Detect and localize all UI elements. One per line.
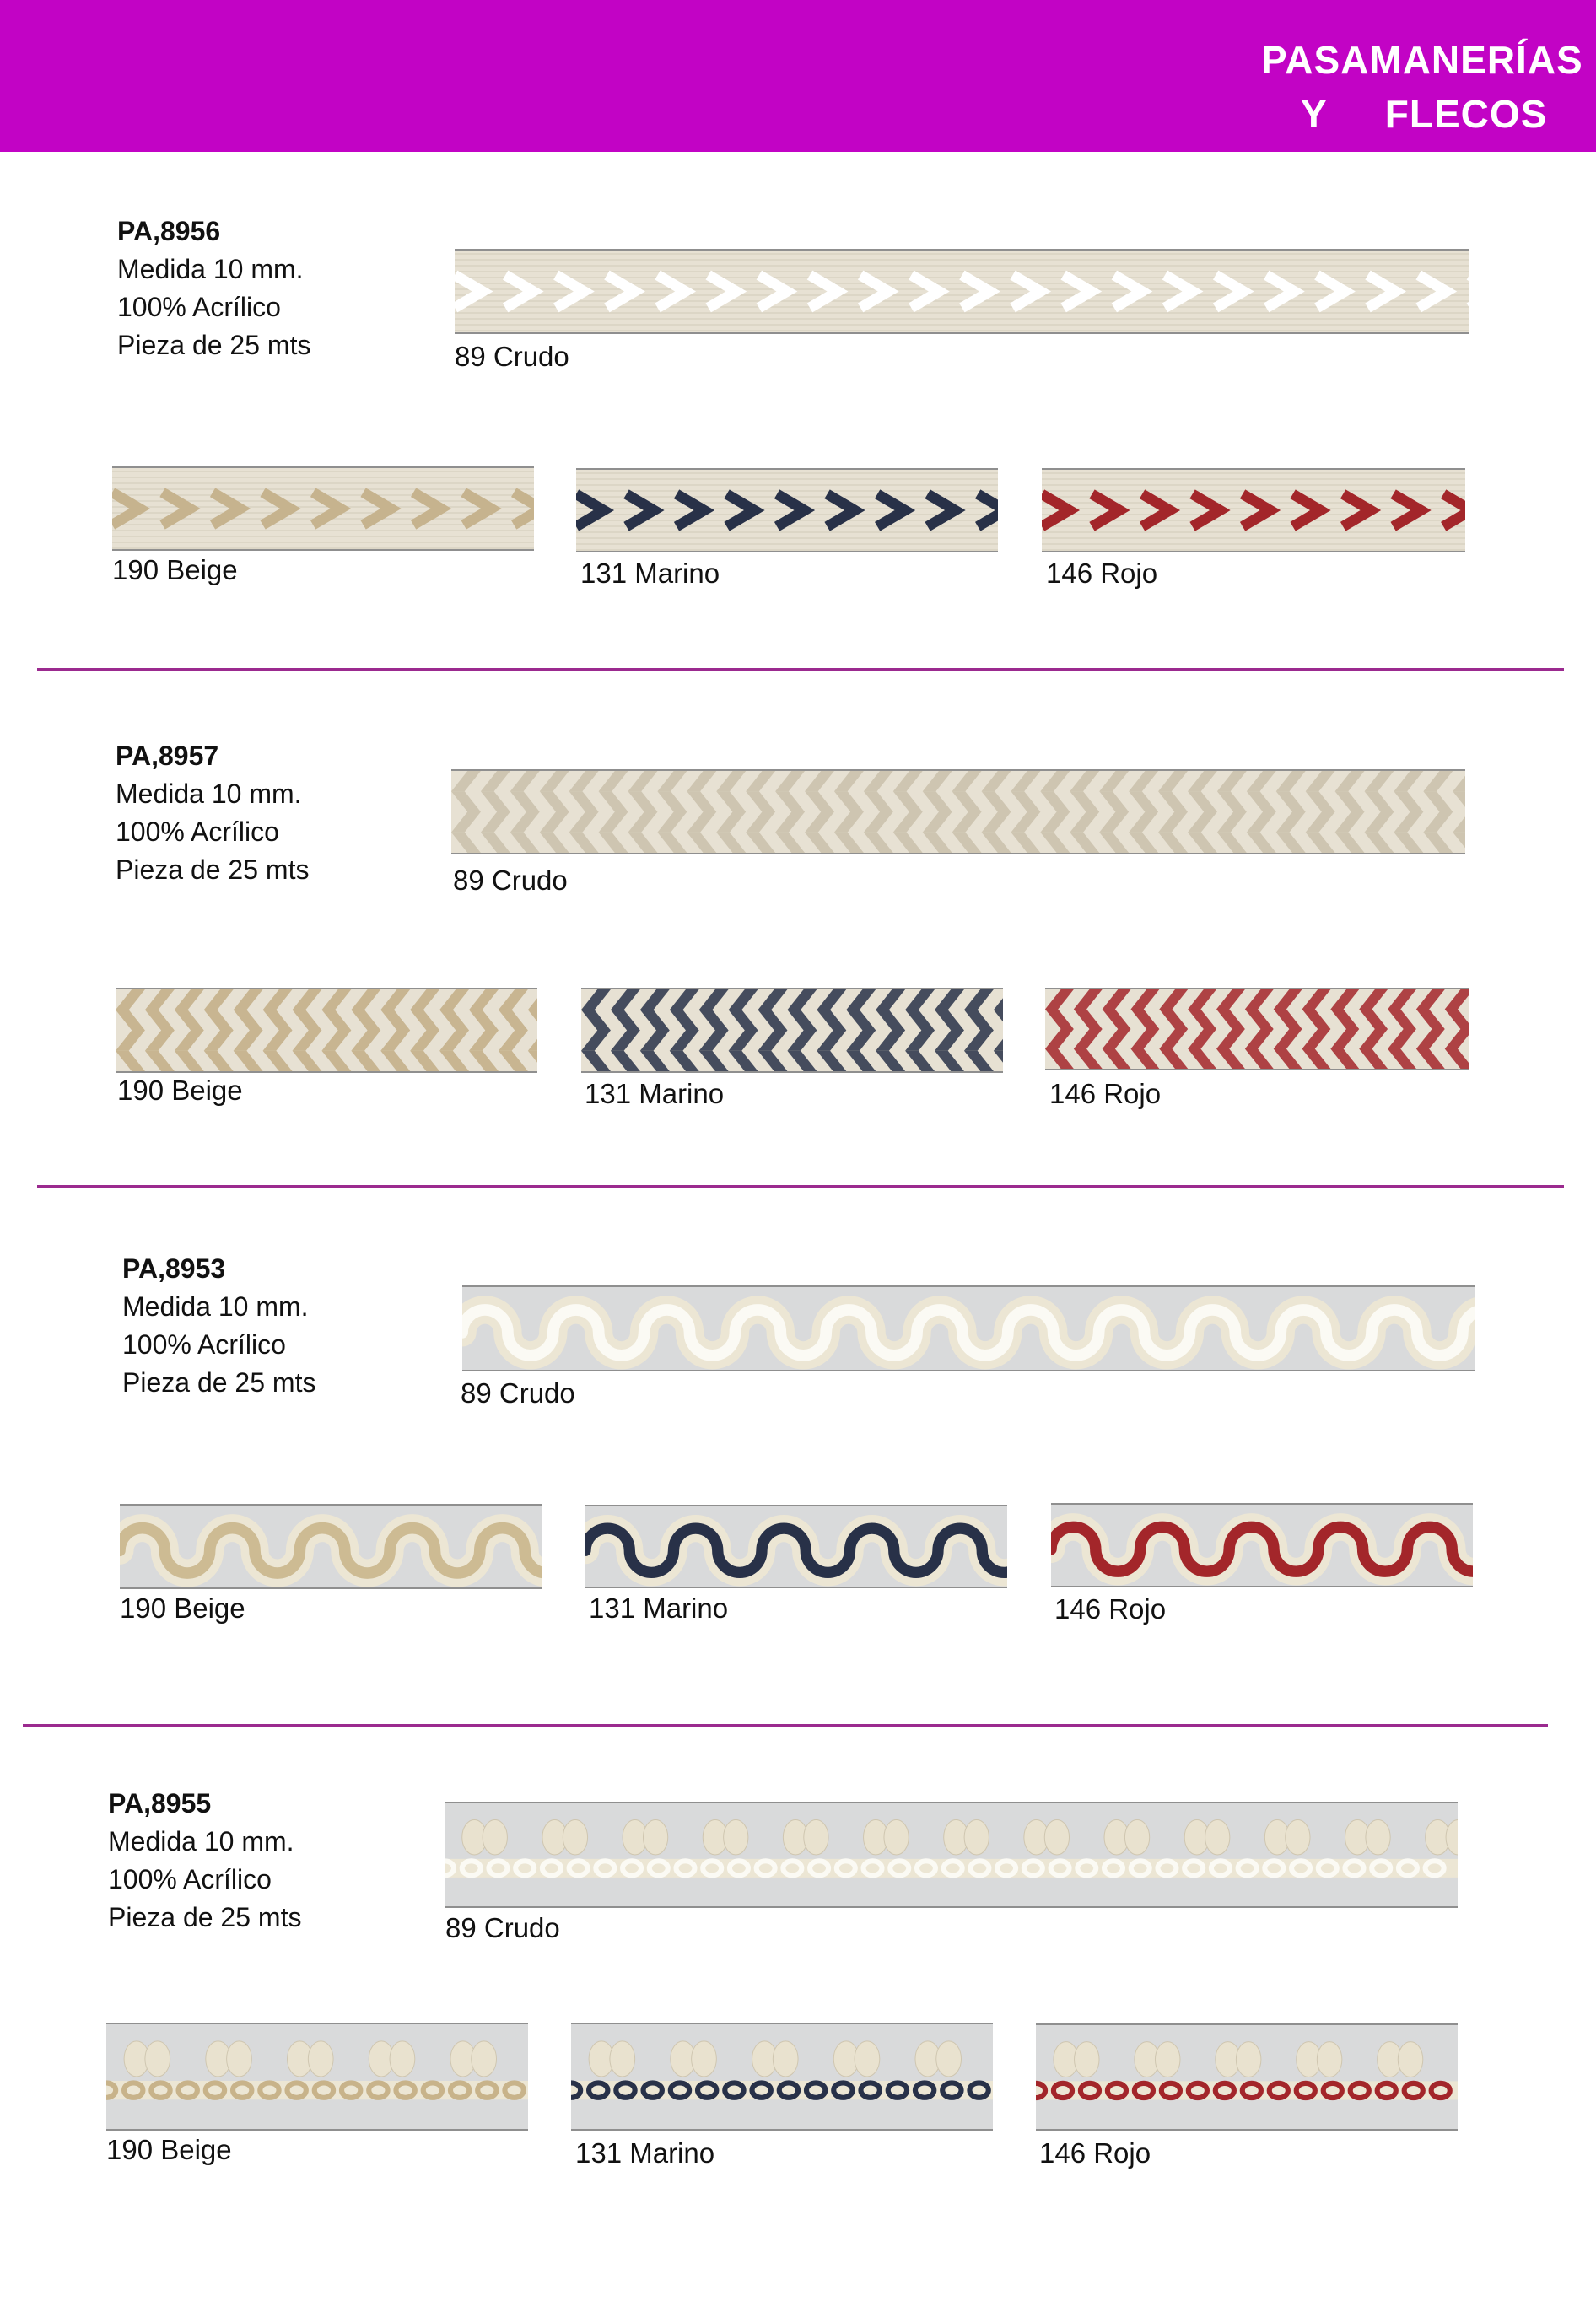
swatch-variant (1036, 2023, 1458, 2131)
swatch-label: 131 Marino (575, 2137, 715, 2169)
chevron-icon (1042, 470, 1465, 551)
wave-icon (585, 1506, 1007, 1587)
swatch-label: 190 Beige (112, 554, 238, 585)
product-material: 100% Acrílico (122, 1329, 286, 1360)
wave-icon (120, 1506, 542, 1587)
product-code: PA,8956 (117, 216, 221, 246)
bow-icon (1036, 2025, 1458, 2129)
swatch-main (445, 1802, 1458, 1908)
product-info (122, 1250, 315, 1402)
swatch-variant (576, 468, 998, 552)
header-title-line2: Y FLECOS (1301, 92, 1548, 136)
wave-icon (1051, 1505, 1473, 1586)
product-size: Medida 10 mm. (117, 254, 304, 284)
product-section (0, 211, 1596, 717)
chevron-icon (576, 470, 998, 551)
swatch-variant (1045, 988, 1469, 1070)
swatch-variant (581, 988, 1003, 1073)
page-header (0, 0, 1596, 152)
header-title-line1: PASAMANERÍAS (1261, 38, 1583, 82)
product-material: 100% Acrílico (116, 816, 279, 847)
bow-icon (106, 2024, 528, 2129)
swatch-label: 131 Marino (585, 1078, 725, 1109)
product-material: 100% Acrílico (117, 292, 281, 322)
product-size: Medida 10 mm. (108, 1826, 294, 1856)
product-size: Medida 10 mm. (122, 1291, 309, 1322)
braid-icon (116, 989, 537, 1071)
product-length: Pieza de 25 mts (122, 1367, 316, 1398)
swatch-variant (1051, 1503, 1473, 1587)
product-info (108, 1785, 301, 1937)
braid-icon (451, 771, 1465, 853)
product-code: PA,8953 (122, 1253, 226, 1284)
swatch-label: 190 Beige (106, 2134, 232, 2165)
product-section (0, 736, 1596, 1242)
swatch-main (455, 249, 1469, 334)
swatch-label: 146 Rojo (1049, 1078, 1162, 1109)
swatch-main (451, 769, 1465, 854)
swatch-label: 89 Crudo (453, 865, 568, 896)
swatch-variant (106, 2023, 528, 2131)
swatch-label: 131 Marino (580, 558, 720, 589)
braid-icon (581, 989, 1003, 1071)
wave-icon (462, 1287, 1475, 1370)
product-section (0, 1248, 1596, 1754)
product-code: PA,8957 (116, 741, 219, 771)
product-info (116, 737, 309, 889)
chevron-icon (455, 251, 1469, 332)
swatch-variant (571, 2023, 993, 2131)
product-length: Pieza de 25 mts (108, 1902, 302, 1932)
swatch-label: 146 Rojo (1054, 1593, 1167, 1625)
swatch-variant (112, 466, 534, 551)
bow-icon (571, 2024, 993, 2129)
swatch-label: 131 Marino (589, 1592, 729, 1624)
swatch-label: 190 Beige (117, 1075, 243, 1106)
product-material: 100% Acrílico (108, 1864, 272, 1894)
swatch-variant (1042, 468, 1465, 552)
product-code: PA,8955 (108, 1788, 212, 1819)
swatch-label: 146 Rojo (1039, 2137, 1151, 2169)
product-section (0, 1783, 1596, 2289)
swatch-label: 89 Crudo (455, 341, 569, 372)
swatch-variant (585, 1505, 1007, 1588)
chevron-icon (112, 468, 534, 549)
bow-icon (445, 1803, 1458, 1906)
swatch-label: 190 Beige (120, 1592, 245, 1624)
swatch-main (462, 1285, 1475, 1371)
product-length: Pieza de 25 mts (117, 330, 311, 360)
product-info (117, 213, 310, 364)
product-size: Medida 10 mm. (116, 779, 302, 809)
swatch-label: 89 Crudo (445, 1912, 560, 1943)
swatch-variant (116, 988, 537, 1073)
swatch-label: 146 Rojo (1046, 558, 1158, 589)
swatch-variant (120, 1504, 542, 1589)
braid-icon (1045, 989, 1469, 1069)
product-length: Pieza de 25 mts (116, 854, 310, 885)
swatch-label: 89 Crudo (461, 1377, 575, 1409)
